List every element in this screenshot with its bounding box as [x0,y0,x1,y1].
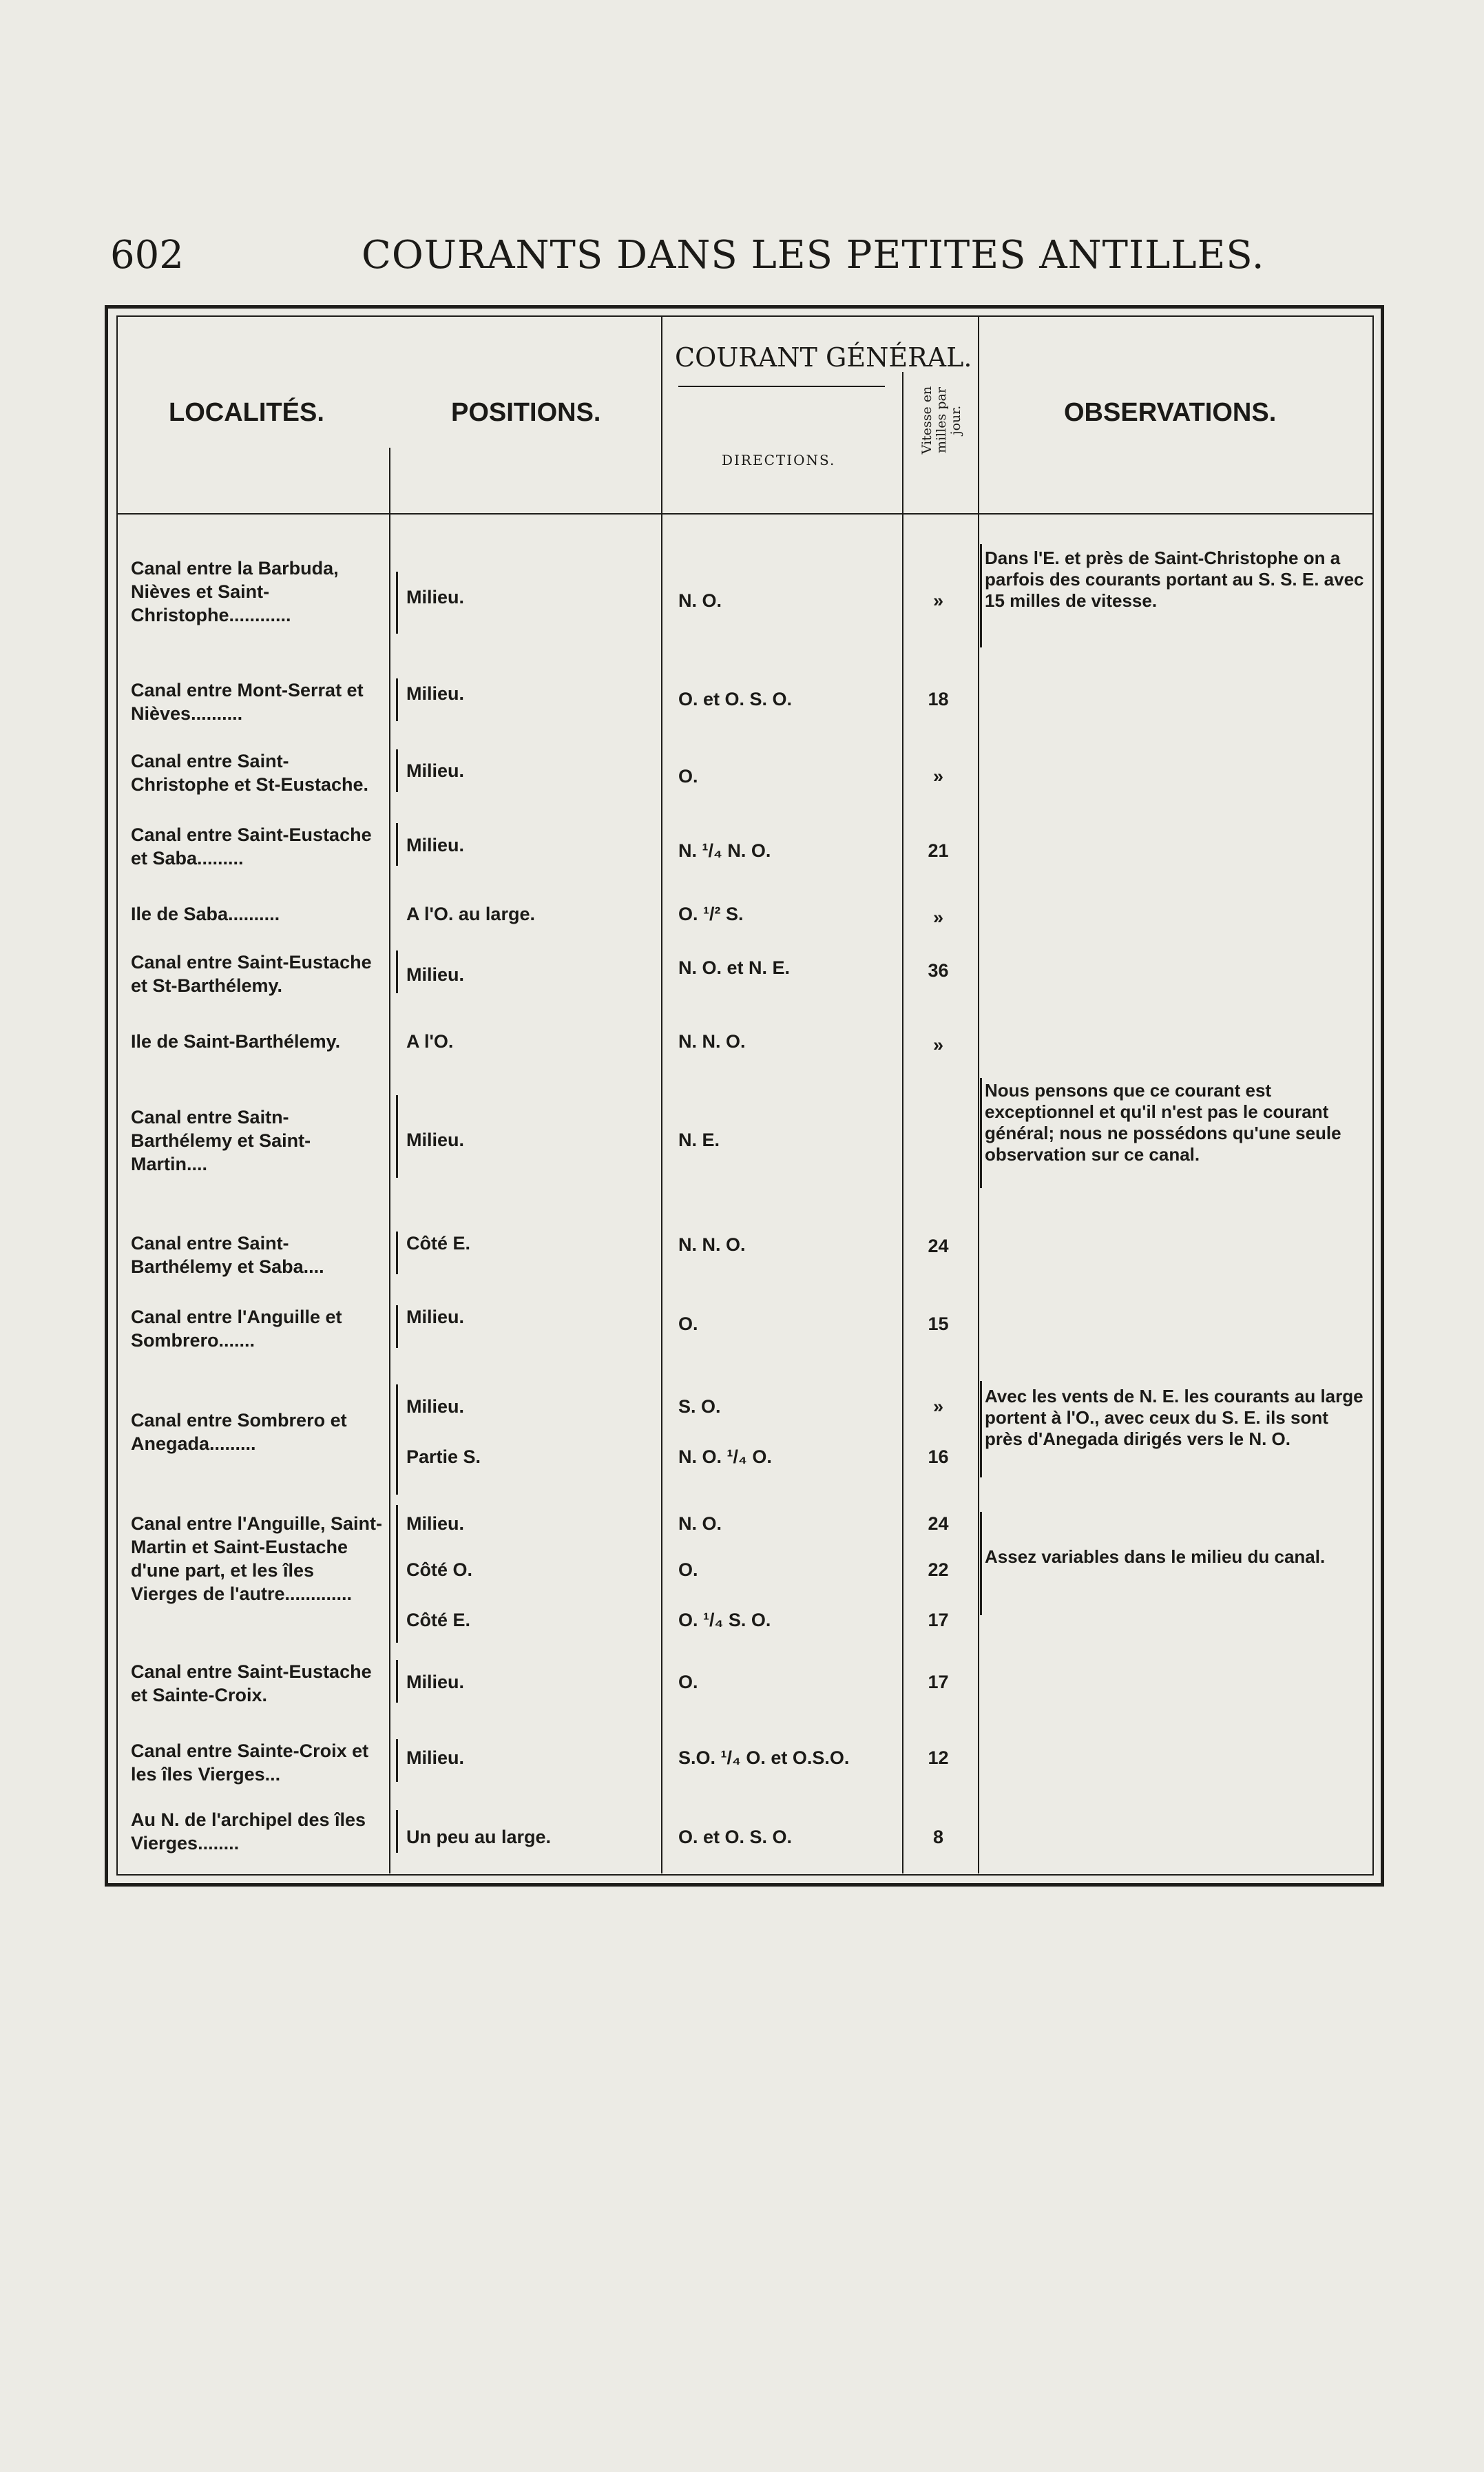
row-position: Milieu. [406,1747,465,1768]
row-position: A l'O. au large. [406,904,535,924]
running-title: COURANTS DANS LES PETITES ANTILLES. [362,233,1265,278]
row-direction: O. ¹/₄ S. O. [678,1610,771,1630]
row-position: Milieu. [406,1307,465,1327]
observation-brace [980,544,982,647]
row-localite: Canal entre la Barbuda, Nièves et Saint-Christophe............ [131,558,339,625]
row-brace [396,823,398,866]
row-direction: N. O. ¹/₄ O. [678,1446,772,1467]
row-localite: Canal entre Saint-Barthélemy et Saba.... [131,1233,324,1277]
row-localite: Canal entre Saint-Eustache et Sainte-Croix. [131,1661,372,1705]
row-position: Milieu. [406,683,465,704]
row-speed: 16 [928,1446,949,1467]
header-directions: DIRECTIONS. [722,452,836,468]
row-brace [396,1660,398,1703]
divider-vitesse-observations [978,315,979,1873]
row-brace [396,1739,398,1782]
row-localite: Canal entre l'Anguille et Sombrero....... [131,1307,342,1351]
row-direction: N. O. [678,590,722,611]
row-speed: 15 [928,1313,949,1334]
row-speed: 24 [928,1236,949,1256]
row-direction: O. et O. S. O. [678,1827,793,1847]
row-speed: 17 [928,1610,949,1630]
row-brace [396,1384,398,1495]
row-brace [396,1810,398,1853]
row-position: Milieu. [406,1396,465,1417]
row-brace [396,1505,398,1643]
row-observation: Avec les vents de N. E. les courants au large portent à l'O., avec ceux du S. E. ils sont près d'Anegada dirigés vers le N. O. [985,1386,1363,1449]
header-localites: LOCALITÉS. [169,398,324,427]
row-speed: » [932,907,944,928]
row-brace [396,749,398,792]
row-position: Partie S. [406,1446,481,1467]
header-positions: POSITIONS. [451,398,601,427]
row-direction: O. [678,1313,698,1334]
row-position: Milieu. [406,1672,465,1692]
page-number: 602 [110,233,184,278]
row-speed: » [932,766,944,787]
row-direction: O. et O. S. O. [678,689,793,709]
row-speed: » [932,1035,944,1055]
row-localite: Ile de Saint-Barthélemy. [131,1031,341,1052]
row-brace [396,951,398,993]
row-direction: N. E. [678,1130,720,1150]
row-brace [396,1305,398,1348]
row-localite: Au N. de l'archipel des îles Vierges........ [131,1809,366,1853]
row-speed: 17 [928,1672,949,1692]
row-speed: » [932,590,944,611]
header-observations: OBSERVATIONS. [1064,398,1277,427]
row-speed: » [932,1396,944,1417]
row-direction: S. O. [678,1396,721,1417]
observation-brace [980,1078,982,1188]
row-direction: O. [678,1672,698,1692]
row-speed: 22 [928,1559,949,1580]
row-position: Milieu. [406,587,465,607]
row-direction: N. N. O. [678,1234,746,1255]
row-position: Milieu. [406,1513,465,1534]
row-localite: Canal entre Saint-Eustache et Saba......... [131,824,372,869]
row-brace [396,1232,398,1274]
row-speed: 36 [928,960,949,981]
row-position: Côté E. [406,1610,471,1630]
row-localite: Canal entre Mont-Serrat et Nièves.......... [131,680,364,724]
header-rule [118,513,1372,515]
row-position: A l'O. [406,1031,454,1052]
row-localite: Canal entre Saint-Eustache et St-Barthélemy. [131,952,372,996]
row-position: Côté E. [406,1233,471,1254]
row-direction: N. N. O. [678,1031,746,1052]
row-localite: Canal entre Saint-Christophe et St-Eustache. [131,751,369,795]
row-observation: Dans l'E. et près de Saint-Christophe on a parfois des courants portant au S. S. E. avec 15 milles de vitesse. [985,548,1364,611]
row-localite: Ile de Saba.......... [131,904,280,924]
row-speed: 18 [928,689,949,709]
row-brace [396,1095,398,1178]
divider-positions-courant [661,315,662,1873]
row-localite: Canal entre Sombrero et Anegada......... [131,1410,347,1454]
row-direction: S.O. ¹/₄ O. et O.S.O. [678,1747,850,1768]
observation-brace [980,1381,982,1477]
row-direction: N. O. et N. E. [678,957,791,978]
row-position: Côté O. [406,1559,473,1580]
row-localite: Canal entre l'Anguille, Saint-Martin et Saint-Eustache d'une part, et les îles Vierges de l'autre............. [131,1513,382,1604]
divider-localites-positions [389,448,390,1873]
row-brace [396,572,398,634]
row-position: Milieu. [406,835,465,855]
row-observation: Assez variables dans le milieu du canal. [985,1546,1326,1567]
row-direction: N. ¹/₄ N. O. [678,840,771,861]
row-position: Milieu. [406,1130,465,1150]
row-speed: 24 [928,1513,949,1534]
header-vitesse: Vitesse en milles par jour. [919,386,963,455]
row-position: Milieu. [406,964,465,985]
row-direction: O. [678,766,698,787]
observation-brace [980,1512,982,1615]
row-direction: O. ¹/² S. [678,904,744,924]
row-direction: N. O. [678,1513,722,1534]
row-localite: Canal entre Saitn-Barthélemy et Saint-Martin.... [131,1107,311,1174]
row-speed: 8 [932,1827,944,1847]
row-position: Milieu. [406,760,465,781]
row-position: Un peu au large. [406,1827,552,1847]
row-speed: 21 [928,840,949,861]
row-observation: Nous pensons que ce courant est exceptionnel et qu'il n'est pas le courant général; nous ne possédons qu'une seule observation sur ce canal. [985,1080,1341,1165]
courant-general-rule [678,386,885,387]
row-brace [396,678,398,721]
row-direction: O. [678,1559,698,1580]
header-courant-general: COURANT GÉNÉRAL. [675,342,972,373]
row-speed: 12 [928,1747,949,1768]
row-localite: Canal entre Sainte-Croix et les îles Vierges... [131,1741,369,1785]
